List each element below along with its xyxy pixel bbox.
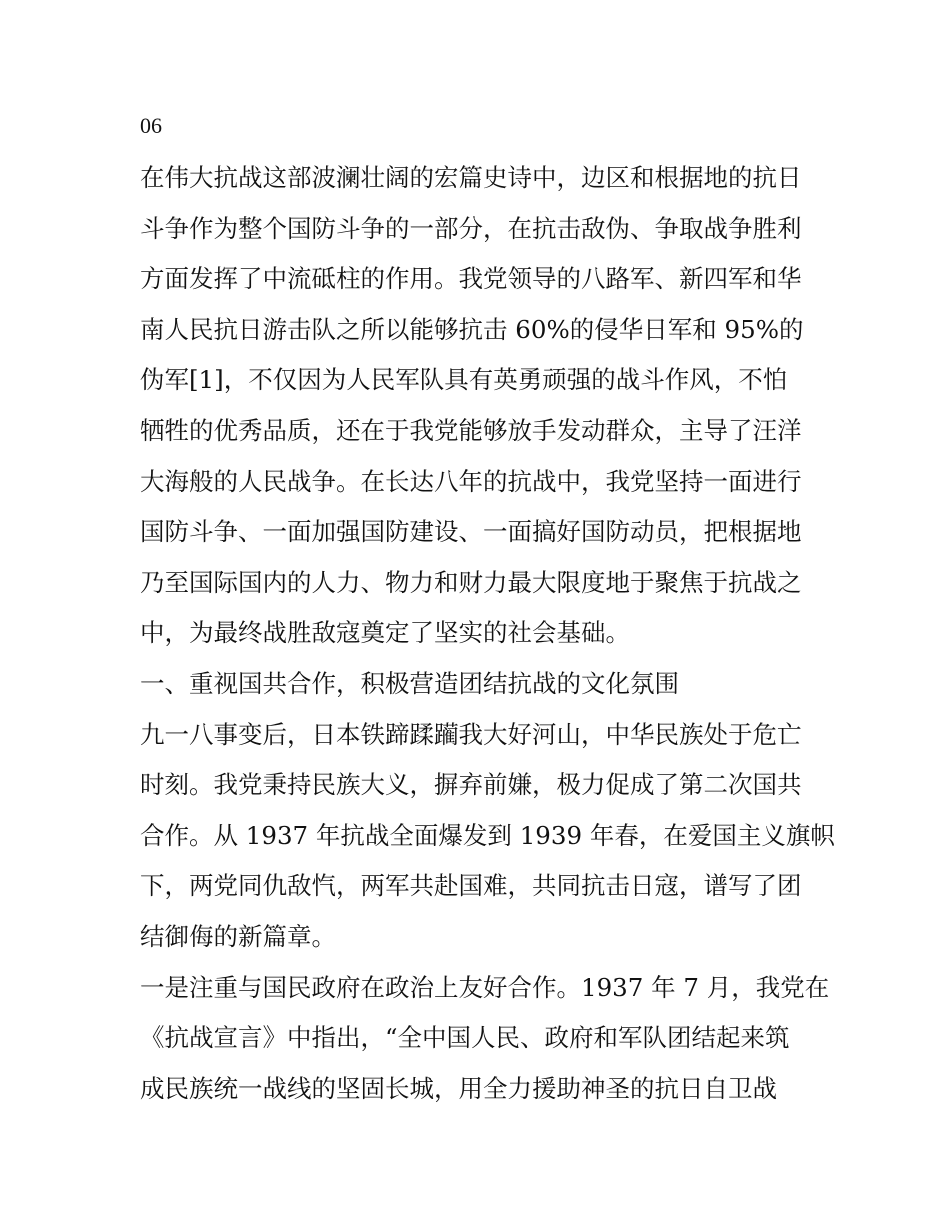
text-line-intro-9: 乃至国际国内的人力、物力和财力最大限度地于聚焦于抗战之 [140,567,802,597]
text-line-point-1: 一是注重与国民政府在政治上友好合作。1937 年 7 月，我党在 [140,972,830,1002]
text-line-intro-10: 中，为最终战胜敌寇奠定了坚实的社会基础。 [140,618,630,648]
text-line-section-2: 时刻。我党秉持民族大义，摒弃前嫌，极力促成了第二次国共 [140,770,802,800]
page-number: 06 [140,113,162,138]
text-line-intro-1: 在伟大抗战这部波澜壮阔的宏篇史诗中，边区和根据地的抗日 [140,163,802,192]
text-line-intro-4: 南人民抗日游击队之所以能够抗击 60%的侵华日军和 95%的 [140,314,804,344]
text-line-section-1: 九一八事变后，日本铁蹄蹂躏我大好河山，中华民族处于危亡 [140,719,802,749]
text-line-intro-8: 国防斗争、一面加强国防建设、一面搞好国防动员，把根据地 [140,517,802,547]
text-line-section-4: 下，两党同仇敌忾，两军共赴国难，共同抗击日寇，谱写了团 [140,871,802,901]
body-text [140,153,835,1114]
text-line-point-3: 成民族统一战线的坚固长城，用全力援助神圣的抗日自卫战 [140,1073,777,1103]
text-line-intro-7: 大海般的人民战争。在长达八年的抗战中，我党坚持一面进行 [140,466,802,496]
text-line-point-2: 《抗战宣言》中指出，“全中国人民、政府和军队团结起来筑 [140,1023,790,1053]
text-line-intro-5: 伪军[1]，不仅因为人民军队具有英勇顽强的战斗作风，不怕 [140,365,788,395]
text-line-intro-3: 方面发挥了中流砥柱的作用。我党领导的八路军、新四军和华 [140,264,802,294]
section-heading: 一、重视国共合作，积极营造团结抗战的文化氛围 [140,668,679,698]
text-line-section-3: 合作。从 1937 年抗战全面爆发到 1939 年春，在爱国主义旗帜 [140,820,835,850]
text-line-intro-6: 牺牲的优秀品质，还在于我党能够放手发动群众，主导了汪洋 [140,415,802,445]
text-line-intro-2: 斗争作为整个国防斗争的一部分，在抗击敌伪、争取战争胜利 [140,213,802,243]
text-line-section-5: 结御侮的新篇章。 [140,921,336,951]
